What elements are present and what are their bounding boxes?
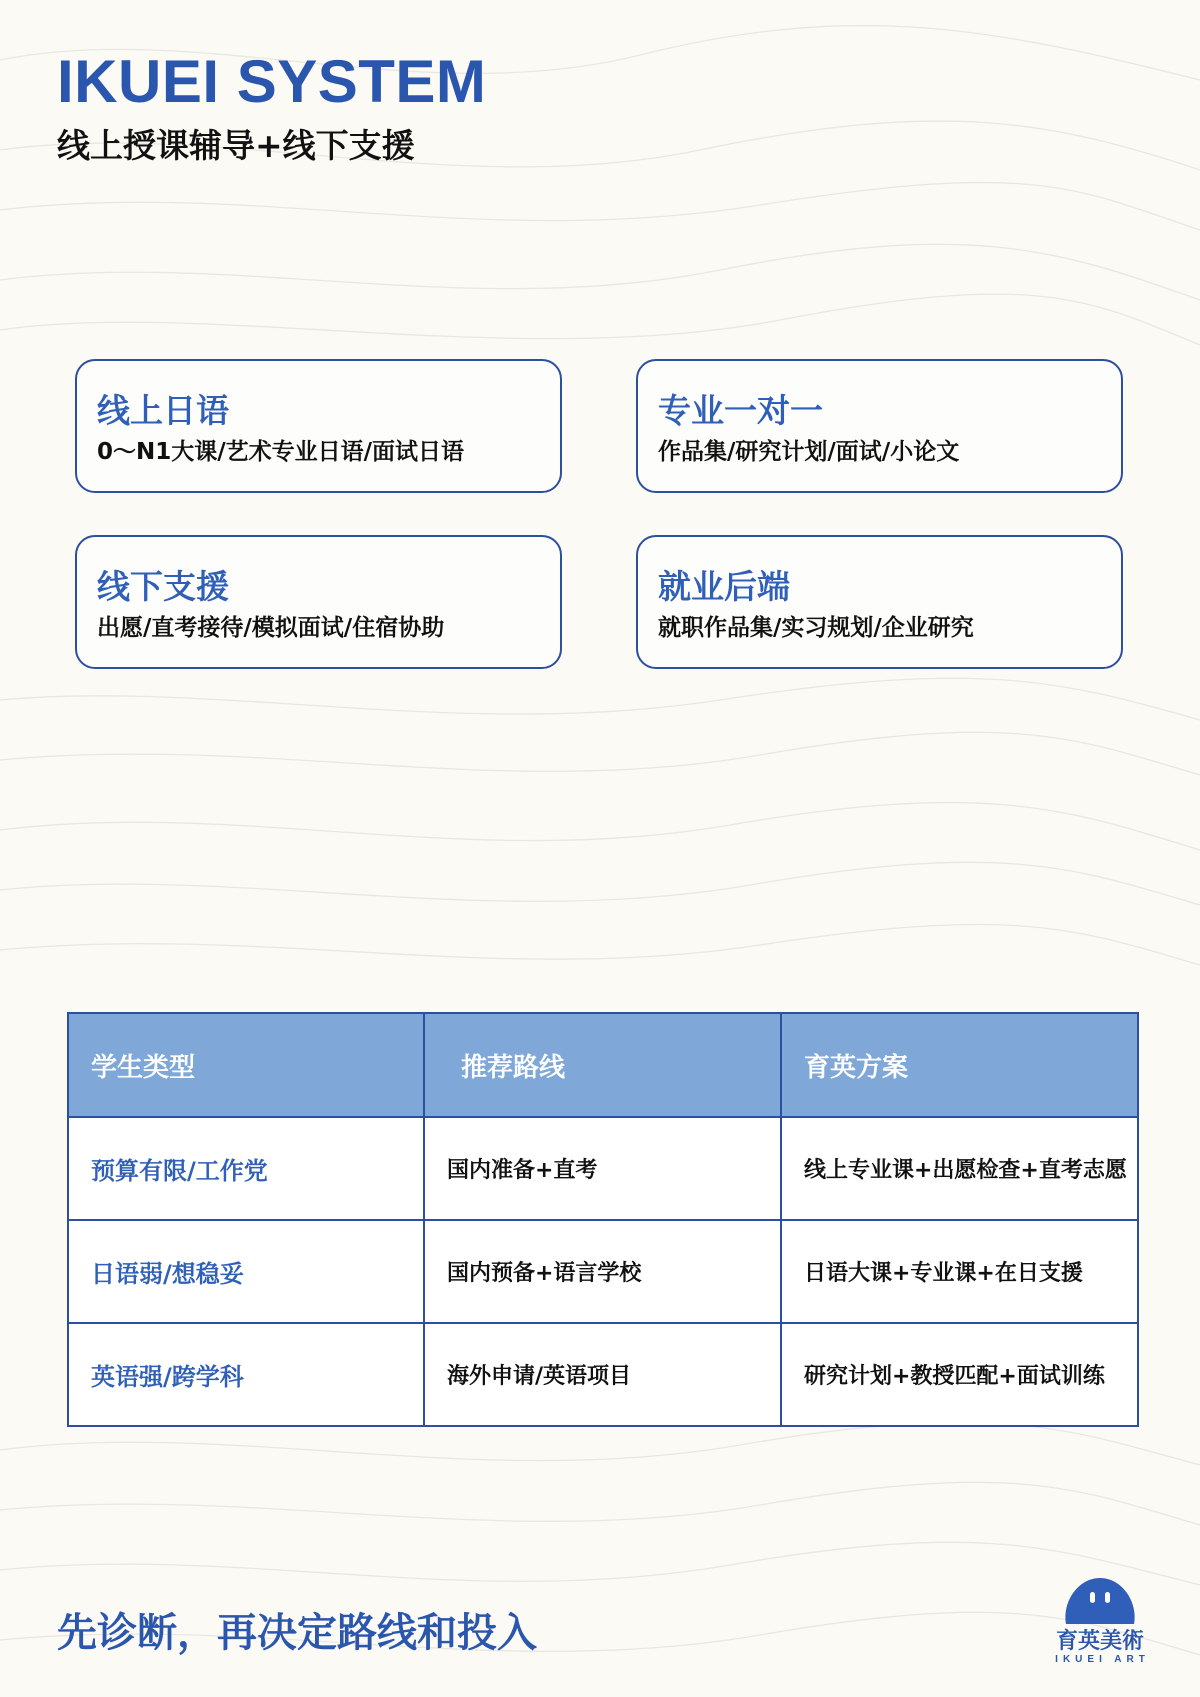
route-cell: 国内预备+语言学校: [424, 1220, 781, 1323]
card-offline-support: [75, 535, 562, 669]
plan-cell: 日语大课+专业课+在日支援: [781, 1220, 1138, 1323]
route-recommendation-table: [67, 1012, 1139, 1427]
table-row: [68, 1220, 1138, 1323]
column-header-student-type: 学生类型: [68, 1013, 424, 1117]
column-header-ikuei-plan: 育英方案: [781, 1013, 1138, 1117]
card-description: 出愿/直考接待/模拟面试/住宿协助: [97, 615, 445, 641]
card-online-japanese: [75, 359, 562, 493]
slime-mascot-icon: [1060, 1572, 1140, 1628]
table-header-row: [68, 1013, 1138, 1117]
column-header-recommended-route: 推荐路线: [424, 1013, 781, 1117]
card-title: 专业一对一: [658, 391, 823, 430]
page-title: IKUEI SYSTEM: [57, 48, 487, 115]
footer-slogan: 先诊断，再决定路线和投入: [57, 1610, 537, 1656]
brand-subtitle: IKUEI ART: [1055, 1654, 1150, 1665]
card-title: 就业后端: [658, 567, 790, 606]
card-description: 0～N1大课/艺术专业日语/面试日语: [97, 439, 465, 465]
plan-cell: 线上专业课+出愿检查+直考志愿: [781, 1117, 1138, 1220]
brand-name: 育英美術: [1055, 1629, 1144, 1654]
card-title: 线下支援: [97, 567, 229, 606]
student-type-cell: 英语强/跨学科: [68, 1323, 424, 1426]
card-title: 线上日语: [97, 391, 229, 430]
route-cell: 海外申请/英语项目: [424, 1323, 781, 1426]
student-type-cell: 预算有限/工作党: [68, 1117, 424, 1220]
page-subtitle: 线上授课辅导+线下支援: [57, 126, 415, 165]
table-row: [68, 1117, 1138, 1220]
card-description: 就职作品集/实习规划/企业研究: [658, 615, 974, 641]
brand-logo: [1050, 1572, 1150, 1666]
card-career-backend: [636, 535, 1123, 669]
student-type-cell: 日语弱/想稳妥: [68, 1220, 424, 1323]
plan-cell: 研究计划+教授匹配+面试训练: [781, 1323, 1138, 1426]
table-row: [68, 1323, 1138, 1426]
route-cell: 国内准备+直考: [424, 1117, 781, 1220]
card-major-one-on-one: [636, 359, 1123, 493]
card-description: 作品集/研究计划/面试/小论文: [658, 439, 960, 465]
